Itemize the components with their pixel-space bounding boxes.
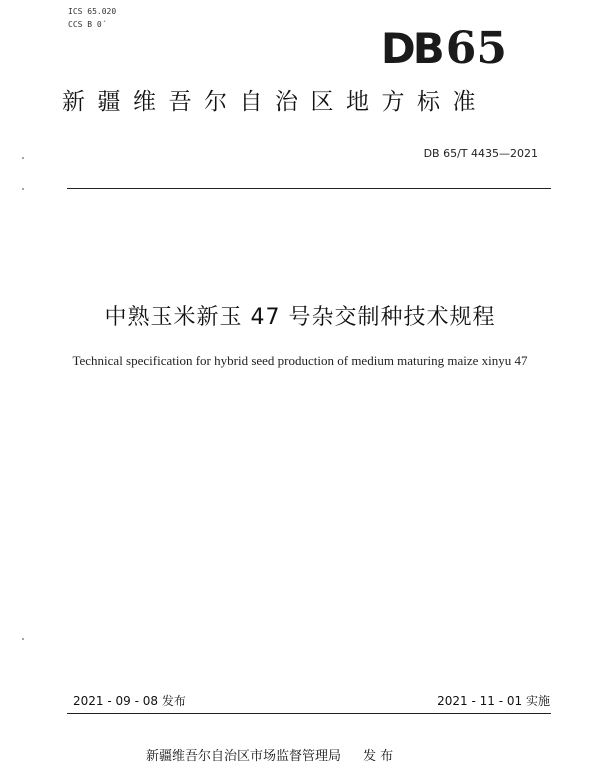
scan-speck [22,188,24,190]
db-logo [380,23,507,74]
ccs-code: CCS B 0´ [68,20,107,29]
standard-type-heading: 新疆维吾尔自治区地方标准 [62,89,488,115]
scan-speck [22,157,24,159]
db-logo-number: 65 [445,23,507,74]
db-logo-letters: DB [380,24,442,73]
implementation-date-line [437,693,550,709]
document-title-cn: 中熟玉米新玉 47 号杂交制种技术规程 [104,305,496,330]
issue-date-line [73,693,186,709]
issue-date: 2021 - 09 - 08 [73,694,158,708]
standard-code: DB 65/T 4435—2021 [423,147,538,160]
issue-label: 发布 [161,694,186,708]
publisher-line [146,749,393,765]
bottom-divider [67,713,551,714]
implementation-label: 实施 [525,694,550,708]
publisher-org: 新疆维吾尔自治区市场监督管理局 [146,749,342,764]
scan-speck [22,638,24,640]
top-divider [67,188,551,189]
document-title-en: Technical specification for hybrid seed production of medium maturing maize xinyu 47 [72,353,528,368]
implementation-date: 2021 - 11 - 01 [437,694,523,708]
publisher-label: 发 布 [363,749,394,764]
ics-code: ICS 65.020 [68,7,117,16]
